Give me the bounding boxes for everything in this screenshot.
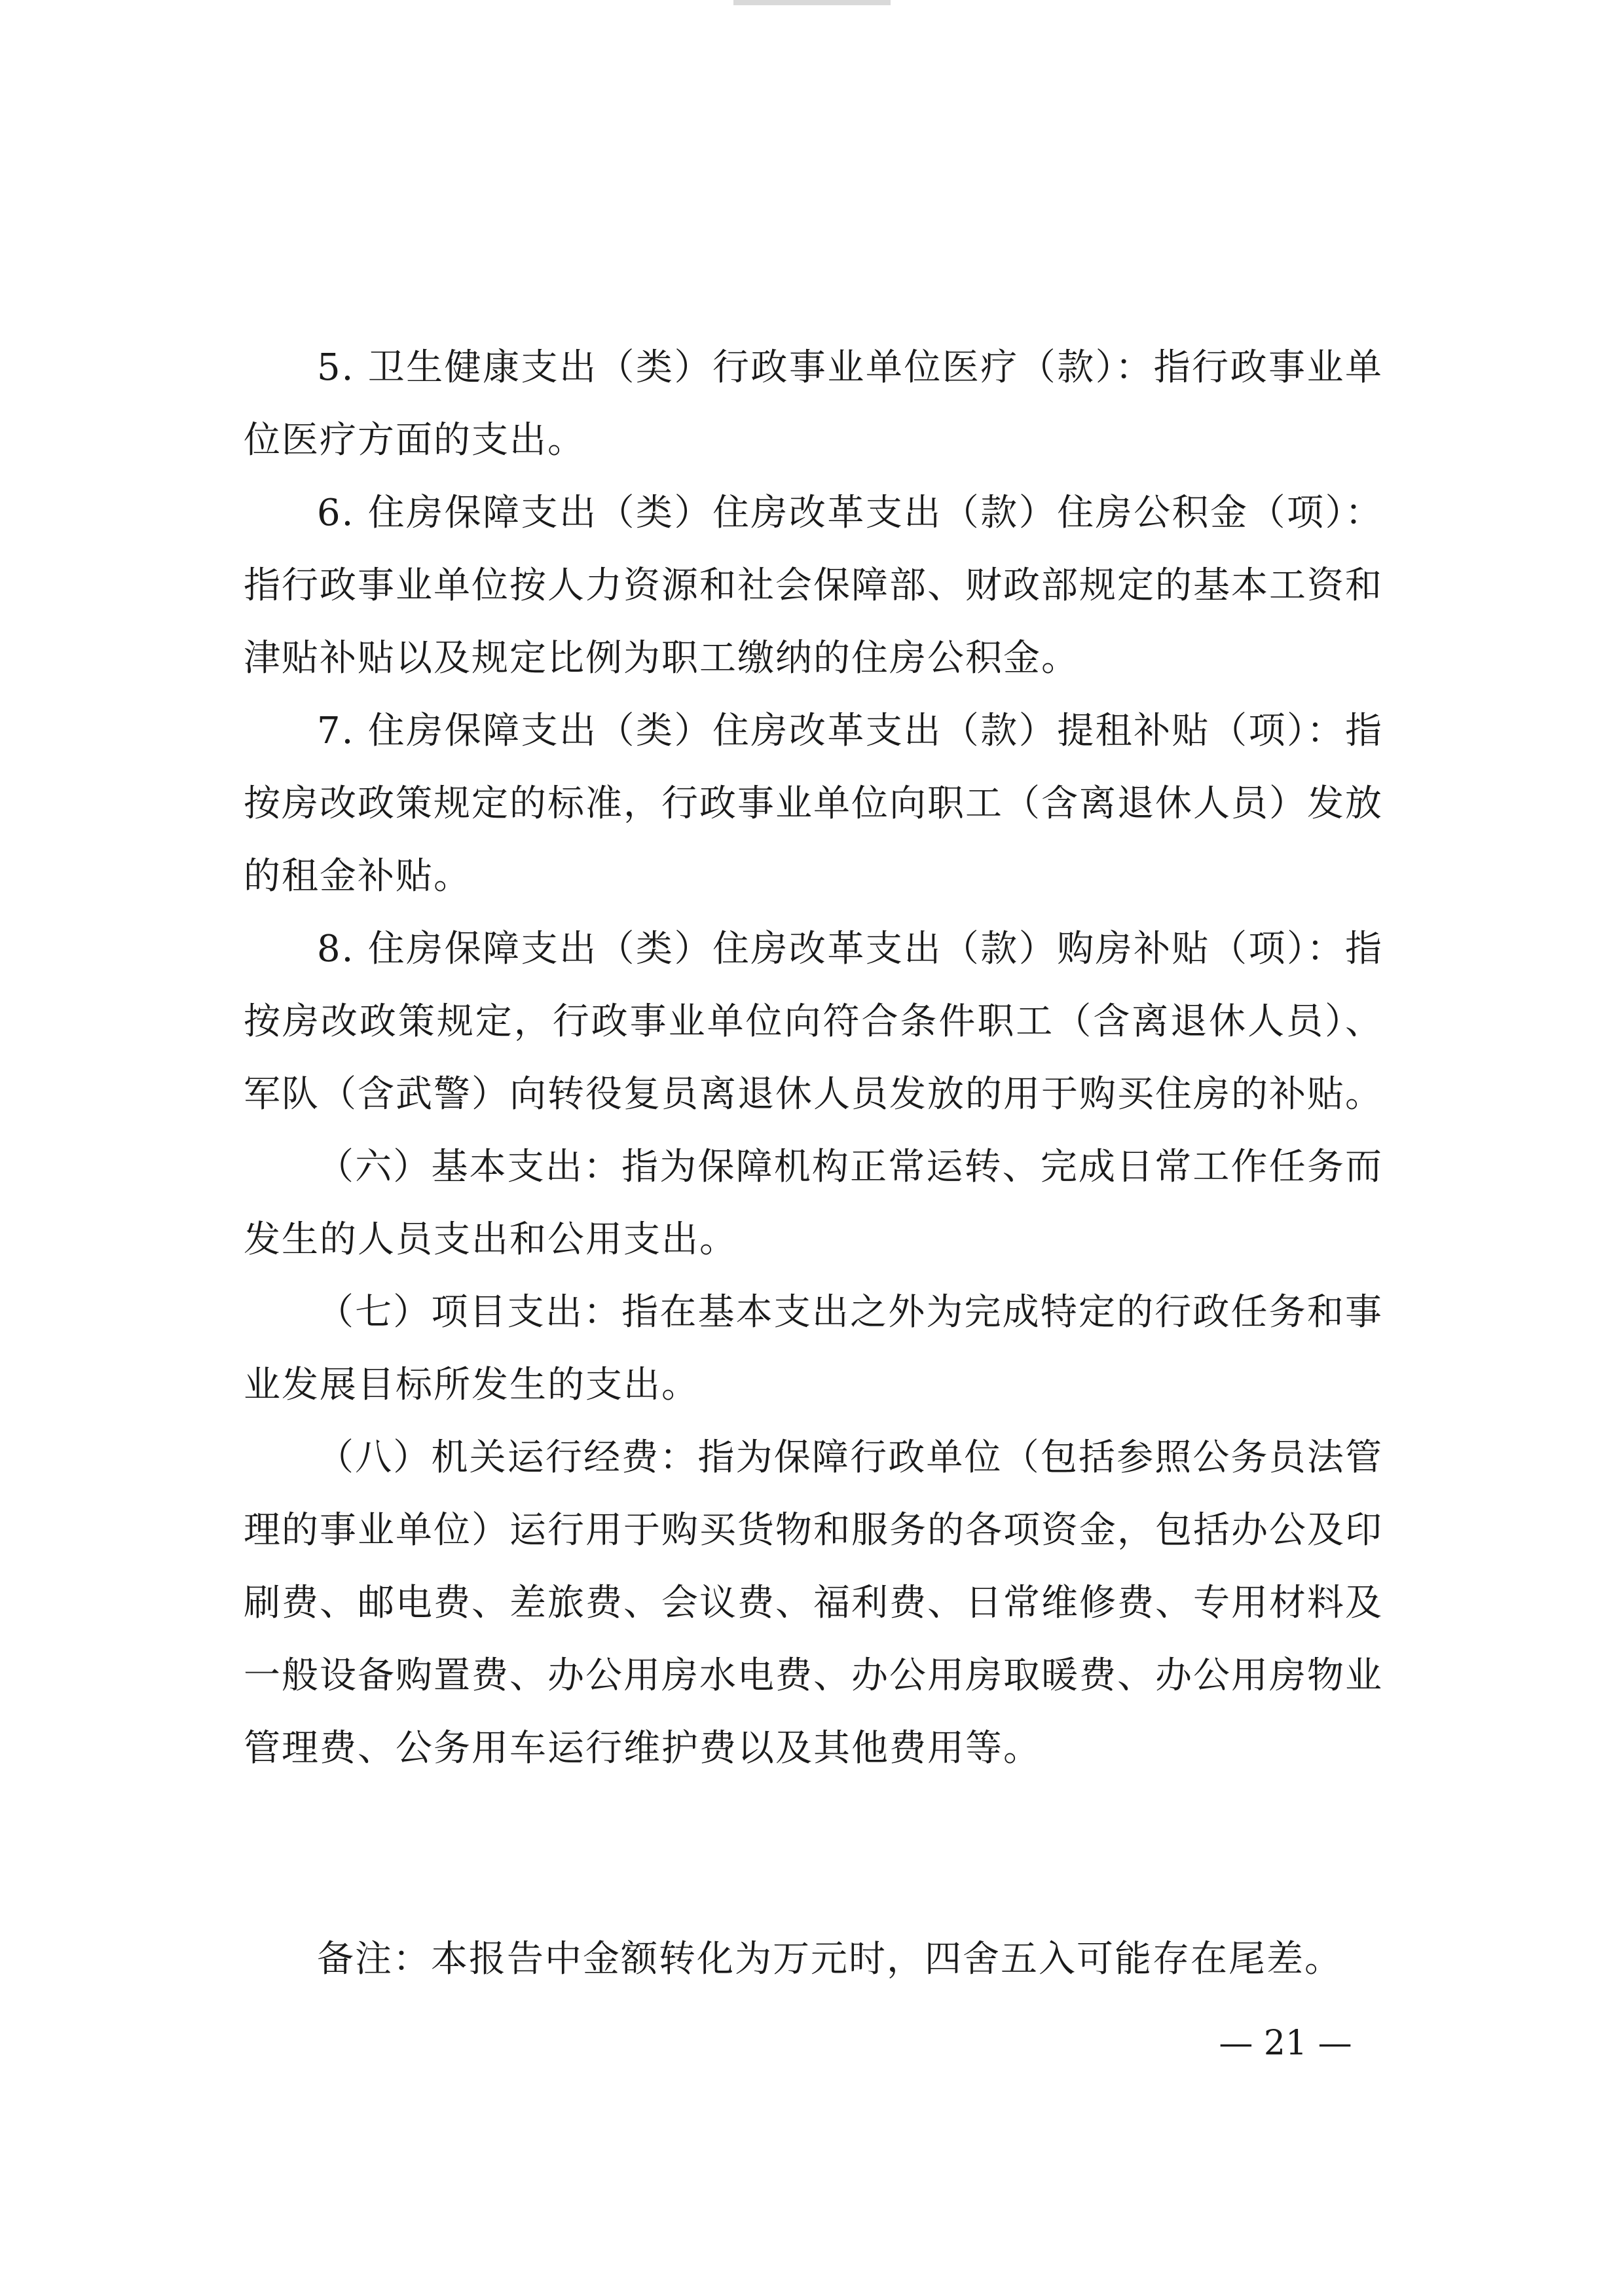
paragraph-item-7: 7. 住房保障支出（类）住房改革支出（款）提租补贴（项）：指按房改政策规定的标准，行政事业单位向职工（含离退休人员）发放的租金补贴。 — [244, 710, 1383, 898]
document-body — [244, 331, 1383, 1785]
page-number: — 21 — — [1219, 2024, 1352, 2063]
paragraph-operating-expenses: （八）机关运行经费：指为保障行政单位（包括参照公务员法管理的事业单位）运行用于购买货物和服务的各项资金，包括办公及印刷费、邮电费、差旅费、会议费、福利费、日常维修费、专用材料及一般设备购置费、办公用房水电费、办公用房取暖费、办公用房物业管理费、公务用车运行维护费以及其他费用等。 — [244, 1436, 1383, 1770]
scan-edge-mark — [733, 0, 891, 5]
paragraph-item-5: 5. 卫生健康支出（类）行政事业单位医疗（款）：指行政事业单位医疗方面的支出。 — [244, 346, 1383, 462]
paragraph-basic-expenditure: （六）基本支出：指为保障机构正常运转、完成日常工作任务而发生的人员支出和公用支出。 — [244, 1146, 1383, 1261]
footnote-remark: 备注：本报告中金额转化为万元时，四舍五入可能存在尾差。 — [317, 1938, 1342, 1980]
paragraph-project-expenditure: （七）项目支出：指在基本支出之外为完成特定的行政任务和事业发展目标所发生的支出。 — [244, 1291, 1383, 1406]
paragraph-item-8: 8. 住房保障支出（类）住房改革支出（款）购房补贴（项）：指按房改政策规定，行政事业单位向符合条件职工（含离退休人员）、军队（含武警）向转役复员离退休人员发放的用于购买住房的补贴。 — [244, 928, 1383, 1116]
paragraph-item-6: 6. 住房保障支出（类）住房改革支出（款）住房公积金（项）：指行政事业单位按人力资源和社会保障部、财政部规定的基本工资和津贴补贴以及规定比例为职工缴纳的住房公积金。 — [244, 492, 1383, 680]
